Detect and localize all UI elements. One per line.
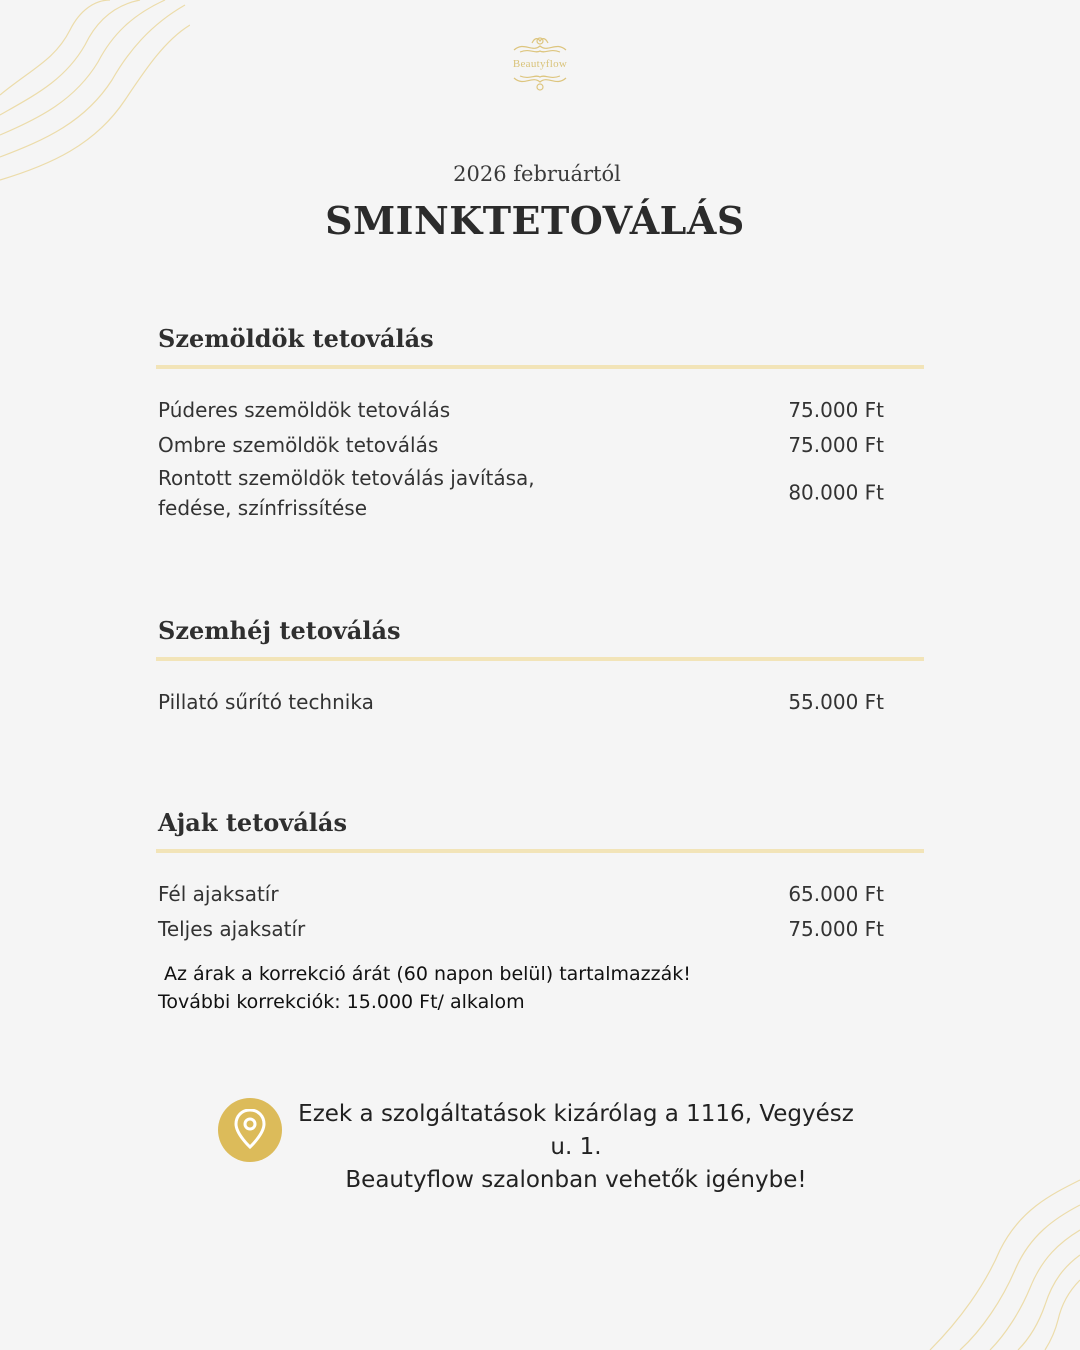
price-row (158, 393, 924, 428)
service-price: 55.000 Ft (788, 690, 884, 714)
brand-logo (490, 35, 590, 120)
service-price: 80.000 Ft (788, 480, 884, 505)
service-name (158, 463, 678, 523)
section-eyebrow-tattoo (158, 323, 924, 523)
price-row (158, 428, 924, 463)
service-name: Ombre szemöldök tetoválás (158, 433, 439, 457)
section-divider (156, 657, 924, 661)
price-row (158, 463, 924, 523)
service-price: 75.000 Ft (788, 917, 884, 941)
valid-from-subtitle: 2026 februártól (453, 162, 621, 186)
section-title: Ajak tetoválás (158, 808, 347, 837)
service-name: Púderes szemöldök tetoválás (158, 398, 451, 422)
page-title: SMINKTETOVÁLÁS (325, 198, 745, 243)
ornament-bottom-icon (510, 71, 570, 93)
correction-note (158, 960, 691, 1016)
location-line-1: Ezek a szolgáltatások kizárólag a 1116, Vegyész u. 1. (298, 1101, 854, 1160)
logo-text: Beautyflow (512, 58, 568, 70)
location-notice (218, 1098, 898, 1193)
service-name: Fél ajaksatír (158, 882, 279, 906)
note-line-1: Az árak a korrekció árát (60 napon belül) tartalmazzák! (164, 963, 691, 985)
service-price: 75.000 Ft (788, 398, 884, 422)
price-row (158, 877, 924, 912)
service-name-line1: Rontott szemöldök tetoválás javítása, (158, 466, 535, 490)
note-line-2: További korrekciók: 15.000 Ft/ alkalom (158, 991, 525, 1013)
service-name: Pillató sűrító technika (158, 690, 374, 714)
section-title: Szemöldök tetoválás (158, 324, 434, 353)
location-text (286, 1098, 866, 1197)
ornament-top-icon (510, 35, 570, 57)
price-row (158, 912, 924, 947)
price-row (158, 685, 924, 720)
section-divider (156, 365, 924, 369)
service-name: Teljes ajaksatír (158, 917, 306, 941)
section-lip-tattoo (158, 807, 924, 947)
service-price: 65.000 Ft (788, 882, 884, 906)
location-pin-icon (218, 1098, 282, 1162)
section-eyelid-tattoo (158, 615, 924, 720)
wave-decoration-bottom-right (890, 1170, 1080, 1350)
section-divider (156, 849, 924, 853)
service-name-line2: fedése, színfrissítése (158, 496, 368, 520)
section-title: Szemhéj tetoválás (158, 616, 401, 645)
location-line-2: Beautyflow szalonban vehetők igénybe! (345, 1167, 807, 1193)
service-price: 75.000 Ft (788, 433, 884, 457)
